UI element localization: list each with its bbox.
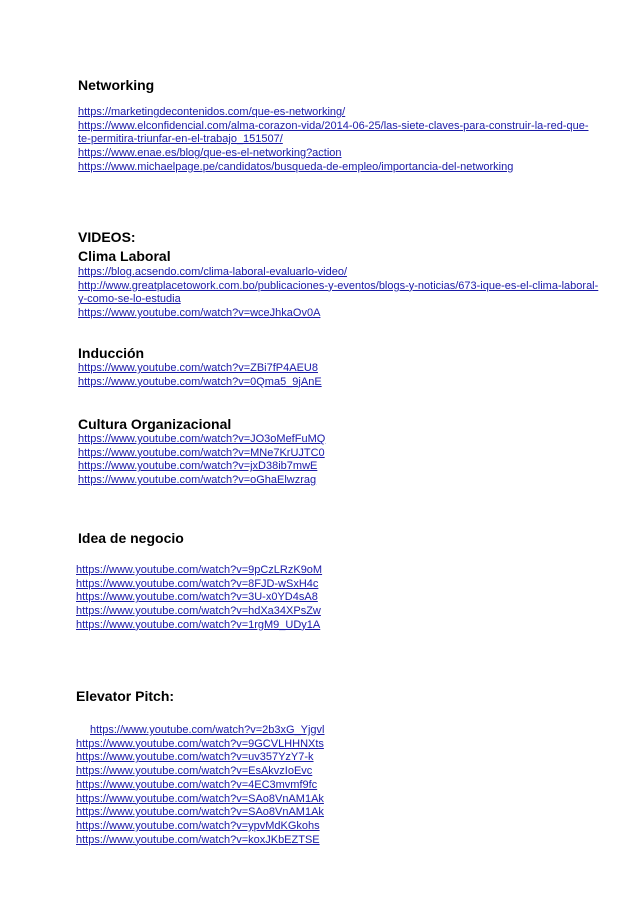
link[interactable]: https://www.youtube.com/watch?v=2b3xG_Yjgvl	[90, 724, 325, 736]
clima-laboral-links	[78, 266, 603, 321]
link[interactable]: https://www.youtube.com/watch?v=uv357YzY7-k	[76, 751, 314, 764]
heading-cultura-organizacional: Cultura Organizacional	[78, 416, 232, 432]
link[interactable]: https://www.youtube.com/watch?v=JO3oMefFuMQ	[78, 433, 326, 445]
link[interactable]: https://www.youtube.com/watch?v=1rgM9_UDy1A	[76, 618, 321, 631]
link[interactable]: https://www.youtube.com/watch?v=4EC3mvmf9fc	[76, 778, 318, 791]
link[interactable]: https://www.youtube.com/watch?v=hdXa34XPsZw	[76, 605, 321, 618]
idea-negocio-links	[76, 564, 322, 633]
link[interactable]: http://www.greatplacetowork.com.bo/publicaciones-y-eventos/blogs-y-noticias/673-ique-es-el-clima-laboral-y-como-se-lo-estudia	[78, 279, 599, 306]
link[interactable]: https://www.youtube.com/watch?v=ZBi7fP4AEU8	[78, 362, 318, 374]
link[interactable]: https://www.michaelpage.pe/candidatos/busqueda-de-empleo/importancia-del-networking	[78, 160, 514, 173]
cultura-links	[78, 433, 325, 488]
link[interactable]: https://www.youtube.com/watch?v=SAo8VnAM1Ak	[76, 792, 324, 805]
link[interactable]: https://www.youtube.com/watch?v=8FJD-wSxH4c	[76, 577, 319, 590]
link[interactable]: https://www.youtube.com/watch?v=SAo8VnAM1Ak	[76, 806, 324, 819]
link[interactable]: https://www.youtube.com/watch?v=oGhaElwzrag	[78, 474, 317, 487]
link[interactable]: https://www.youtube.com/watch?v=9GCVLHHNXts	[76, 737, 324, 750]
link[interactable]: https://www.youtube.com/watch?v=0Qma5_9jAnE	[78, 375, 322, 388]
link[interactable]: https://www.enae.es/blog/que-es-el-networking?action	[78, 147, 342, 160]
link[interactable]: https://www.youtube.com/watch?v=wceJhkaOv0A	[78, 307, 321, 320]
heading-idea-de-negocio: Idea de negocio	[78, 530, 184, 546]
link[interactable]: https://www.youtube.com/watch?v=jxD38ib7mwE	[78, 460, 318, 473]
heading-induccion: Inducción	[78, 345, 145, 361]
link[interactable]: https://www.youtube.com/watch?v=MNe7KrUJTC0	[78, 446, 325, 459]
link[interactable]: https://www.youtube.com/watch?v=ypvMdKGkohs	[76, 819, 320, 832]
heading-elevator-pitch: Elevator Pitch:	[76, 688, 175, 704]
link[interactable]: https://www.youtube.com/watch?v=koxJKbEZTSE	[76, 833, 320, 846]
link[interactable]: https://www.elconfidencial.com/alma-corazon-vida/2014-06-25/las-siete-claves-para-construir-la-red-que-te-permitira-triunfar-en-el-trabajo_151507/	[78, 119, 589, 146]
elevator-pitch-links	[76, 724, 324, 847]
networking-links	[78, 106, 598, 175]
link[interactable]: https://marketingdecontenidos.com/que-es-networking/	[78, 106, 346, 118]
induccion-links	[78, 362, 322, 389]
link[interactable]: https://www.youtube.com/watch?v=9pCzLRzK9oM	[76, 564, 323, 576]
link[interactable]: https://blog.acsendo.com/clima-laboral-evaluarlo-video/	[78, 266, 348, 278]
link[interactable]: https://www.youtube.com/watch?v=3U-x0YD4sA8	[76, 591, 318, 604]
heading-clima-laboral: Clima Laboral	[78, 248, 171, 264]
heading-videos: VIDEOS:	[78, 229, 136, 245]
link[interactable]: https://www.youtube.com/watch?v=EsAkvzIoEvc	[76, 765, 313, 778]
heading-networking: Networking	[78, 77, 155, 93]
